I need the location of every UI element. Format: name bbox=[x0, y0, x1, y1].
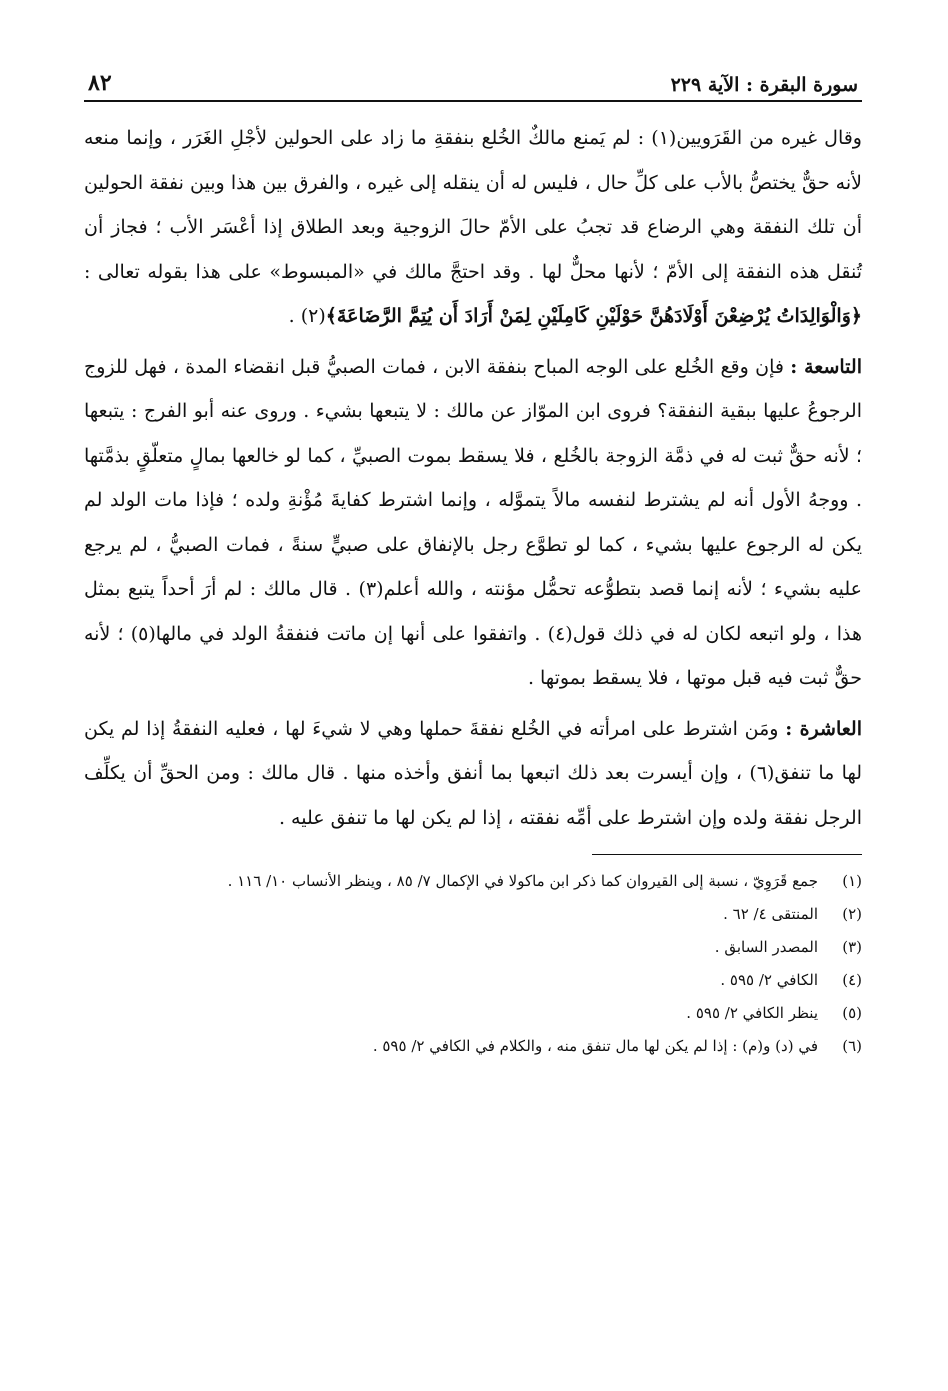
paragraph-text: فإن وقع الخُلع على الوجه المباح بنفقة الابن ، فمات الصبيُّ قبل انقضاء المدة ، فهل للزوج الرجوعُ عليها ببقية النفقة؟ فروى ابن الموّاز عن مالك : لا يتبعها بشيء . وروى عنه أبو الفرج : يتبعها ؛ لأنه حقٌّ ثبت له في ذمَّة الزوجة بالخُلع ، فلا يسقط بموت الصبيِّ ، كما لو خالعها بمالٍ متعلّقٍ بذمَّتها . ووجهُ الأول أنه لم يشترط لنفسه مالاً يتموَّله ، وإنما اشترط كفايةَ مُؤْنةِ ولده ؛ فإذا مات الولد لم يكن له الرجوع عليها بشيء ، كما لو تطوَّع رجل بالإنفاق على صبيٍّ سنةً ، فمات الصبيُّ ، لم يرجع عليه بشيء ؛ لأنه إنما قصد بتطوُّعه تحمُّل مؤنته ، والله أعلم(٣) . قال مالك : لم أرَ أحداً يتبع بمثل هذا ، ولو اتبعه لكان له في ذلك قول(٤) . واتفقوا على أنها إن ماتت فنفقةُ الولد في مالها(٥) ؛ لأنه حقٌّ ثبت فيه قبل موتها ، فلا يسقط بموتها . bbox=[84, 355, 862, 689]
footnote-text: المصدر السابق . bbox=[714, 938, 818, 956]
paragraph-1 bbox=[84, 116, 862, 339]
running-title: سورة البقرة : الآية ٢٢٩ bbox=[670, 74, 858, 96]
footnote-separator bbox=[592, 854, 862, 855]
paragraph-text: وقال غيره من القَرَويين(١) : لم يَمنع مالكٌ الخُلع بنفقةِ ما زاد على الحولين لأجْلِ الغَرَر ، وإنما منعه لأنه حقٌّ يختصُّ بالأب على كلِّ حال ، فليس له أن ينقله إلى غيره ، والفرق بين هذا وبين نفقة الحولين أن تلك النفقة وهي الرضاع قد تجبُ على الأمّ حالَ الزوجية وبعد الطلاق إذا أعْسَر الأب ؛ فجاز أن تُنقل هذه النفقة إلى الأمّ ؛ لأنها محلٌّ لها . وقد احتجَّ مالك في «المبسوط» على هذا بقوله تعالى : bbox=[84, 127, 862, 283]
footnote bbox=[84, 997, 862, 1030]
footnote-number: (٢) bbox=[842, 905, 862, 923]
footnote-number: (١) bbox=[842, 872, 862, 890]
footnote-number: (٣) bbox=[842, 938, 862, 956]
footnote-number: (٥) bbox=[842, 1004, 862, 1022]
section-label-ninth: التاسعة : bbox=[790, 355, 862, 378]
paragraph-tail: (٢) . bbox=[288, 305, 326, 327]
footnote-text: جمع قَرَوِيّ ، نسبة إلى القيروان كما ذكر ابن ماكولا في الإكمال ٧/ ٨٥ ، وينظر الأنساب ١٠/ ١١٦ . bbox=[227, 872, 818, 890]
footnote-text: المنتقى ٤/ ٦٢ . bbox=[723, 905, 818, 923]
footnote-number: (٤) bbox=[842, 971, 862, 989]
section-label-tenth: العاشرة : bbox=[785, 717, 862, 740]
quran-verse: ﴿وَالْوَالِدَاتُ يُرْضِعْنَ أَوْلَادَهُنَّ حَوْلَيْنِ كَامِلَيْنِ لِمَنْ أَرَادَ أَن يُتِمَّ الرَّضَاعَةَ﴾ bbox=[325, 305, 862, 327]
paragraph-text: ومَن اشترط على امرأته في الخُلع نفقةَ حملها وهي لا شيءَ لها ، فعليه النفقةُ إذا لم يكن لها ما تنفق(٦) ، وإن أيسرت بعد ذلك اتبعها بما أنفق وأخذه منها . قال مالك : ومن الحقِّ أن يكلِّف الرجل نفقة ولده وإن اشترط على أمِّه نفقته ، إذا لم يكن لها ما تنفق عليه . bbox=[84, 717, 862, 829]
footnote bbox=[84, 931, 862, 964]
paragraph-3 bbox=[84, 707, 862, 841]
footnote-text: الكافي ٢/ ٥٩٥ . bbox=[720, 971, 818, 989]
footnote bbox=[84, 1030, 862, 1063]
paragraph-2 bbox=[84, 345, 862, 701]
main-text bbox=[84, 116, 862, 840]
footnote-text: في (د) و(م) : إذا لم يكن لها مال تنفق منه ، والكلام في الكافي ٢/ ٥٩٥ . bbox=[372, 1037, 818, 1055]
footnote bbox=[84, 964, 862, 997]
footnote bbox=[84, 865, 862, 898]
footnotes bbox=[84, 865, 862, 1063]
footnote bbox=[84, 898, 862, 931]
book-page bbox=[84, 62, 862, 1063]
footnote-text: ينظر الكافي ٢/ ٥٩٥ . bbox=[686, 1004, 818, 1022]
running-header bbox=[84, 62, 862, 102]
footnote-number: (٦) bbox=[842, 1037, 862, 1055]
page-number: ٨٢ bbox=[88, 70, 112, 96]
